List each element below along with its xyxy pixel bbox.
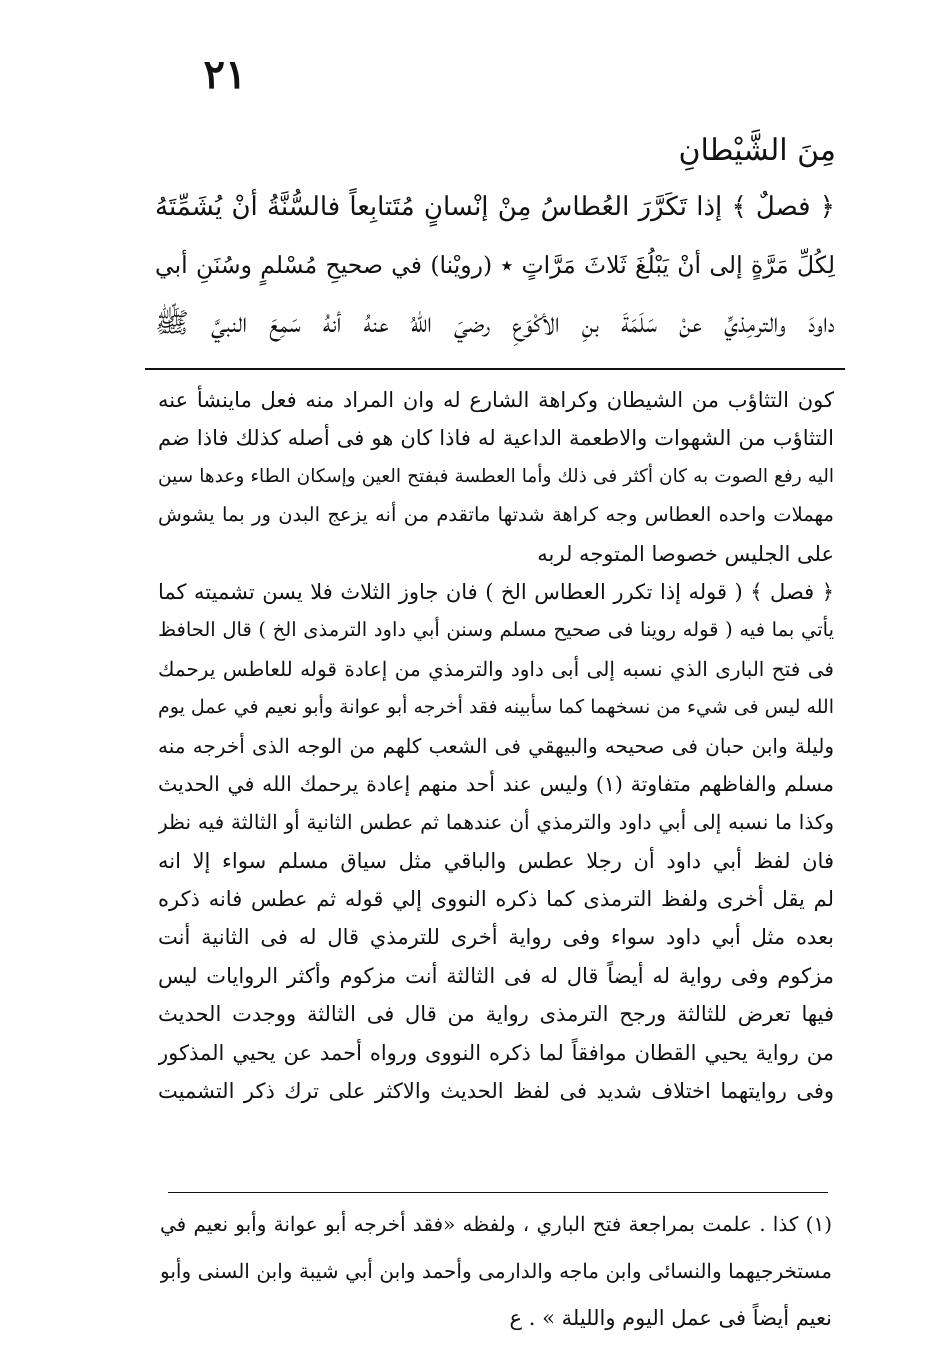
main-text-line: ﴿ فصلٌ ﴾ إذا تَكَرَّرَ العُطاسُ مِنْ إنْسانٍ مُتَتابِعاً فالسُّنَّةُ أنْ يُشَمِّتَهُ	[155, 192, 835, 222]
commentary-line: فان لفظ أبي داود أن رجلا عطس والباقي مثل سياق مسلم سواء إلا انه	[158, 848, 834, 873]
commentary-line: على الجليس خصوصا المتوجه لربه	[537, 541, 834, 566]
commentary-line: ﴿ فصل ﴾ ( قوله إذا تكرر العطاس الخ ) فان جاوز الثلاث فلا يسن تشميته كما	[158, 579, 834, 604]
footnote-line: نعيم أيضاً فى عمل اليوم والليلة » . ع	[509, 1306, 832, 1330]
commentary-line: مزكوم وفى رواية له أيضاً قال له فى الثالثة أنت مزكوم وأكثر الروايات ليس	[158, 963, 834, 988]
main-text-line: لِكُلِّ مَرَّةٍ إلى أنْ يَبْلُغَ ثَلاثَ مَرَّاتٍ ٭ (رويْنا) في صحيحِ مُسْلمٍ وسُنَنِ أبي	[155, 251, 835, 279]
commentary-line: من رواية يحيي القطان موافقاً لما ذكره النووى ورواه أحمد عن يحيي المذكور	[158, 1040, 834, 1065]
commentary-line: وليلة وابن حبان فى صحيحه والبيهقي فى الشعب كلهم من الوجه الذى أخرجه منه	[158, 733, 834, 758]
commentary-line: يأتي بما فيه ( قوله روينا فى صحيح مسلم وسنن أبي داود الترمذى الخ ) قال الحافظ	[158, 618, 834, 642]
footnote-rule	[168, 1192, 828, 1193]
commentary-line: مسلم والفاظهم متفاوتة (١) وليس عند أحد منهم إعادة يرحمك الله في الحديث	[158, 771, 834, 796]
main-text-line: داودَ والترمِذيِّ عنْ سَلَمَةَ بنِ الأكْوَعِ رضيَ اللهُ عنهُ أنهُ سَمِعَ النبيَّ ﷺ	[155, 306, 835, 339]
commentary-line: فى فتح البارى الذي نسبه إلى أبى داود والترمذي من إعادة قوله للعاطس يرحمك	[158, 656, 834, 681]
header-continuation-line: مِنَ الشَّيْطانِ	[678, 133, 836, 168]
commentary-line: التثاؤب من الشهوات والاطعمة الداعية له فاذا كان هو فى أصله كذلك فاذا ضم	[158, 426, 834, 451]
commentary-line: وكذا ما نسبه إلى أبي داود والترمذي أن عندهما ثم عطس الثانية أو الثالثة فيه نظر	[158, 810, 834, 835]
main-text	[155, 178, 835, 352]
commentary-line: مهملات واحده العطاس وجه كراهة شدتها ماتقدم من أنه يزعج البدن ور بما يشوش	[158, 503, 834, 527]
commentary-line: اليه رفع الصوت به كان أكثر فى ذلك وأما العطسة فبفتح العين وإسكان الطاء وعدها سين	[158, 465, 834, 487]
commentary-line: فيها تعرض للثالثة ورجح الترمذى رواية من قال فى الثالثة ووجدت الحديث	[158, 1002, 834, 1027]
commentary-line: الله ليس فى شيء من نسخهما كما سأبينه فقد أخرجه أبو عوانة وأبو نعيم في عمل يوم	[158, 696, 834, 719]
commentary-line: وفى روايتهما اختلاف شديد فى لفظ الحديث والاكثر على ترك ذكر التشميت	[158, 1079, 834, 1104]
footnote-line: (١) كذا . علمت بمراجعة فتح الباري ، ولفظه «فقد أخرجه أبو عوانة وأبو نعيم في	[160, 1212, 832, 1236]
separator-rule	[145, 368, 845, 370]
commentary-line: بعده مثل أبي داود سواء وفى رواية أخرى للترمذي قال له فى الثانية أنت	[158, 925, 834, 950]
page-number: ٢١	[203, 51, 247, 98]
footnote-line: مستخرجيهما والنسائى وابن ماجه والدارمى وأحمد وابن أبي شيبة وابن السنى وأبو	[160, 1259, 832, 1283]
commentary-line: كون التثاؤب من الشيطان وكراهة الشارع له وان المراد منه فعل ماينشأ عنه	[158, 388, 834, 412]
footnotes	[160, 1201, 832, 1342]
commentary-line: لم يقل أخرى ولفظ الترمذى كما ذكره النووى إلي قوله ثم عطس فانه ذكره	[158, 887, 834, 912]
commentary-text	[158, 381, 834, 1110]
